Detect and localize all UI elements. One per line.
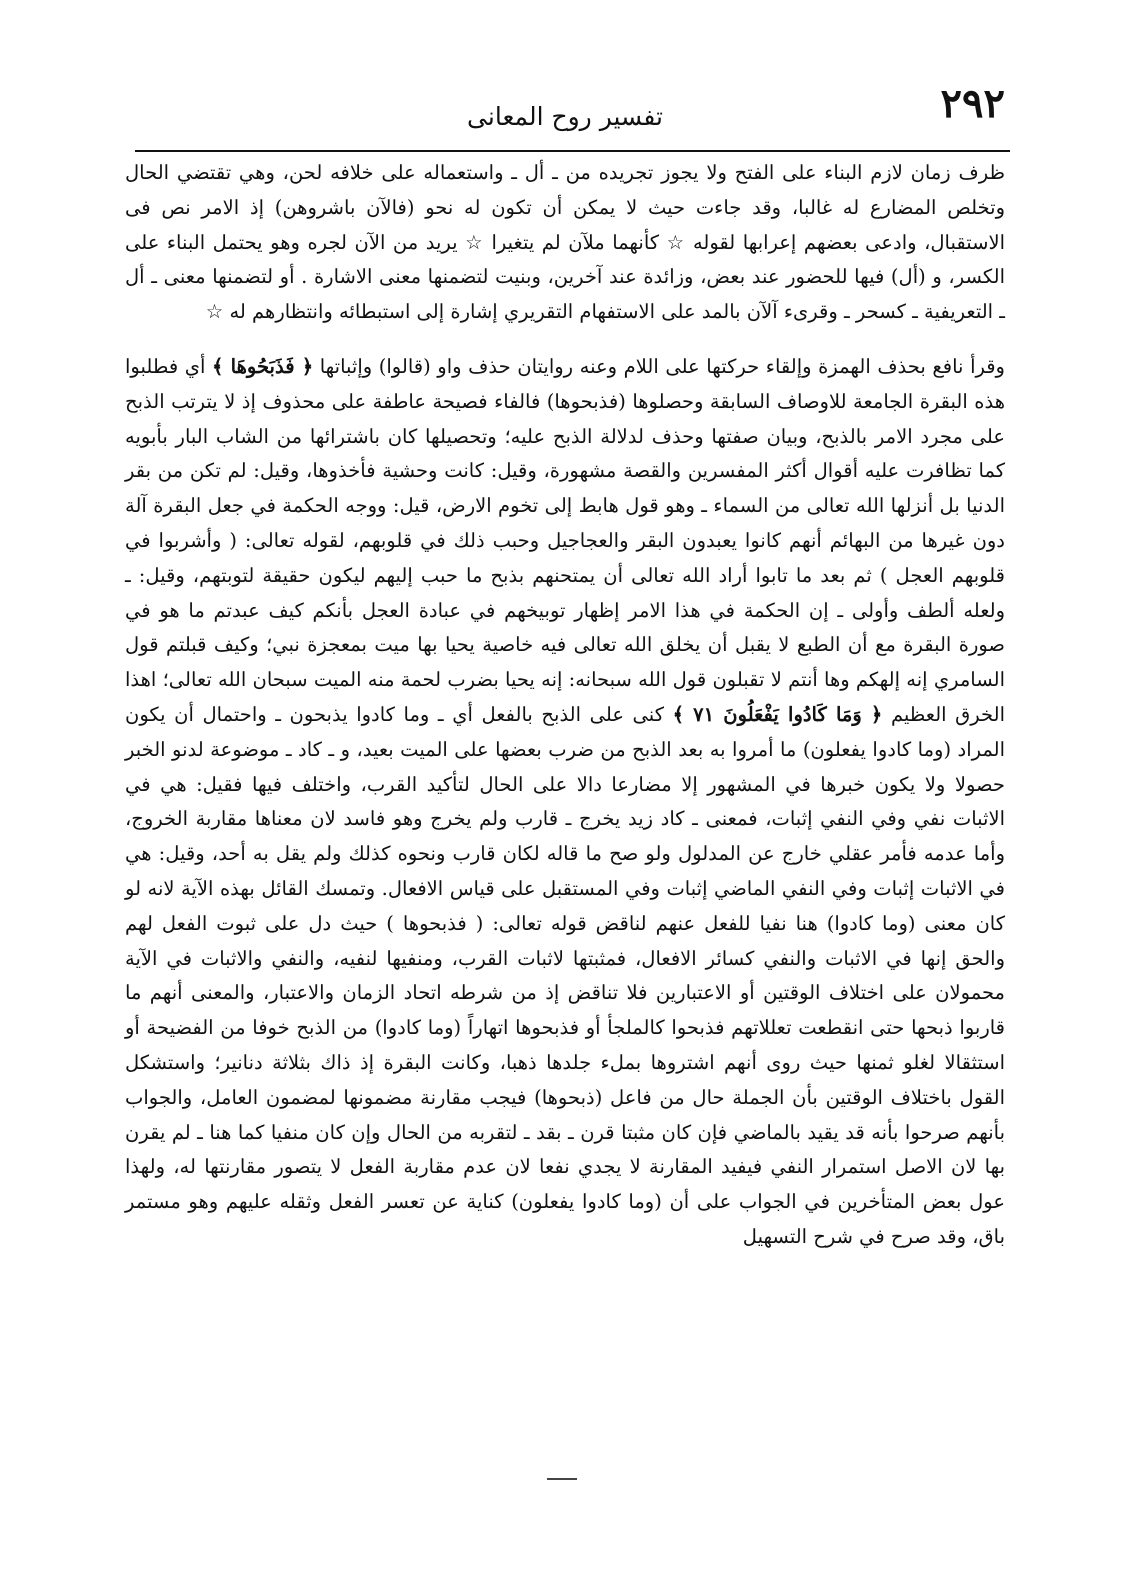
paragraph-2-text-c: كنى على الذبح بالفعل أي ـ وما كادوا يذبحون ـ واحتمال أن يكون المراد (وما كادوا يفعلون) ما أمروا به بعد الذبح من ضرب بعضها على الميت بعيد، و ـ كاد ـ موضوعة لدنو الخبر حصولا ولا يكون خبرها في المشهور إلا مضارعا دالا على الحال لتأكيد القرب، واختلف فيها فقيل: هي في الاثبات نفي وفي النفي إثبات، فمعنى ـ كاد زيد يخرج ـ قارب ولم يخرج وهو فاسد لان معناها مقاربة الخروج، وأما عدمه فأمر عقلي خارج عن المدلول ولو صح ما قاله لكان قارب ونحوه كذلك ولم يقل به أحد، وقيل: هي في الاثبات إثبات وفي النفي الماضي إثبات وفي المستقبل على قياس الافعال. وتمسك القائل بهذه الآية لانه لو كان معنى (وما كادوا) هنا نفيا للفعل عنهم لناقض قوله تعالى: ( فذبحوها ) حيث دل على ثبوت الفعل لهم والحق إنها في الاثبات والنفي كسائر الافعال، فمثبتها لاثبات القرب، ومنفيها لنفيه، والنفي والاثبات في الآية محمولان على اختلاف الوقتين أو الاعتبارين فلا تناقض إذ من شرطه اتحاد الزمان والاعتبار، والمعنى أنهم ما قاربوا ذبحها حتى انقطعت تعللاتهم فذبحوا كالملجأ أو فذبحوها اتهاراً (وما كادوا) من الذبح خوفا من الفضيحة أو استثقالا لغلو ثمنها حيث روى أنهم اشتروها بملء جلدها ذهبا، وكانت البقرة إذ ذاك بثلاثة دنانير؛ واستشكل القول باختلاف الوقتين بأن الجملة حال من فاعل (ذبحوها) فيجب مقارنة مضمونها لمضمون العامل، والجواب بأنهم صرحوا بأنه قد يقيد بالماضي فإن كان مثبتا قرن ـ بقد ـ لتقربه من الحال وإن كان منفيا كما هنا ـ لم يقرن بها لان الاصل استمرار النفي فيفيد المقارنة لا يجدي نفعا لان عدم مقاربة الفعل لا يتصور مقارنتها له، ولهذا عول بعض المتأخرين في الجواب على أن (وما كادوا يفعلون) كناية عن تعسر الفعل وثقله عليهم وهو مستمر باق، وقد صرح في شرح التسهيل [125,702,1005,1248]
quran-verse-wama-kadu: ﴿ وَمَا كَادُوا يَفْعَلُونَ ٧١ ﴾ [672,702,883,726]
footer-mark [547,1478,577,1480]
body-text [125,156,1005,1255]
paragraph-1-text: ظرف زمان لازم البناء على الفتح ولا يجوز تجريده من ـ أل ـ واستعماله على خلافه لحن، وهي تقتضي الحال وتخلص المضارع له غالبا، وقد جاءت حيث لا يمكن أن تكون له نحو (فالآن باشروهن) إذ الامر نص فى الاستقبال، وادعى بعضهم إعرابها لقوله ☆ كأنهما ملآن لم يتغيرا ☆ يريد من الآن لجره وهو يحتمل البناء على الكسر، و (أل) فيها للحضور عند بعض، وزائدة عند آخرين، وبنيت لتضمنها معنى الاشارة . أو لتضمنها معنى ـ أل ـ التعريفية ـ كسحر ـ وقرىء آلآن بالمد على الاستفهام التقريري إشارة إلى استبطائه وانتظارهم له ☆ [125,161,1005,324]
quran-verse-fadhabahuha: ﴿ فَذَبَحُوهَا ﴾ [212,354,314,378]
paragraph-2 [125,350,1005,1255]
paragraph-1 [125,156,1005,330]
header-rule [135,150,1010,152]
page-number: ٢٩٢ [940,80,1005,127]
page-header [125,62,1005,132]
paragraph-2-text-a: وقرأ نافع بحذف الهمزة وإلقاء حركتها على اللام وعنه روايتان حذف واو (قالوا) وإثباتها [313,354,1005,378]
running-title: تفسير روح المعانى [467,102,663,131]
paragraph-2-text-b: أي فطلبوا هذه البقرة الجامعة للاوصاف السابقة وحصلوها (فذبحوها) فالفاء فصيحة عاطفة على محذوف إذ لا يترتب الذبح على مجرد الامر بالذبح، وبيان صفتها وحذف لدلالة الذبح عليه؛ وتحصيلها كان باشترائها من الشاب البار بأبويه كما تظافرت عليه أقوال أكثر المفسرين والقصة مشهورة، وقيل: كانت وحشية فأخذوها، وقيل: لم تكن من بقر الدنيا بل أنزلها الله تعالى من السماء ـ وهو قول هابط إلى تخوم الارض، قيل: ووجه الحكمة في جعل البقرة آلة دون غيرها من البهائم أنهم كانوا يعبدون البقر والعجاجيل وحبب ذلك في قلوبهم، لقوله تعالى: ( وأشربوا في قلوبهم العجل ) ثم بعد ما تابوا أراد الله تعالى أن يمتحنهم بذبح ما حبب إليهم ليكون حقيقة لتوبتهم، وقيل: ـ ولعله ألطف وأولى ـ إن الحكمة في هذا الامر إظهار توبيخهم في عبادة العجل بأنكم كيف عبدتم ما هو في صورة البقرة مع أن الطبع لا يقبل أن يخلق الله تعالى فيه خاصية يحيا بها ميت بمعجزة نبي؛ وكيف قبلتم قول السامري إنه إلهكم وها أنتم لا تقبلون قول الله سبحانه: إنه يحيا بضرب لحمة منه الميت سبحان الله تعالى؛ اهذا الخرق العظيم [125,354,1005,726]
